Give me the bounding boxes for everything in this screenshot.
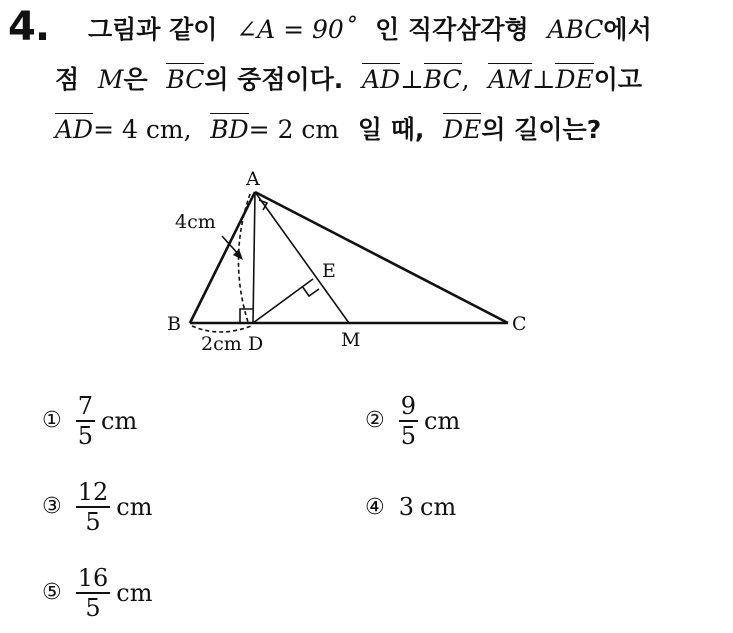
fraction-denominator: 5 (85, 593, 101, 622)
right-angle-a (259, 200, 267, 210)
segment-ad: AD (55, 115, 94, 144)
question-text: 이고 (593, 65, 643, 94)
option-3[interactable] (42, 478, 152, 536)
perpendicular-symbol: ⊥ (531, 65, 556, 94)
question-line-3 (55, 110, 601, 146)
option-fraction (399, 392, 418, 450)
option-fraction (76, 564, 111, 622)
point-label-m: M (341, 329, 361, 351)
option-unit: cm (116, 578, 153, 607)
length-bd: = 2 cm (248, 115, 340, 144)
segment-ad-line (253, 192, 255, 323)
question-text: 인 직각삼각형 (375, 15, 529, 44)
option-mark: ② (365, 408, 385, 434)
question-text: 의 길이는? (481, 115, 602, 144)
segment-de: DE (555, 65, 594, 94)
dimension-arc-bd (192, 326, 251, 332)
option-1[interactable] (42, 392, 137, 450)
option-5[interactable] (42, 564, 152, 622)
fraction-denominator: 5 (85, 507, 101, 536)
question-line-1 (88, 10, 652, 46)
right-angle-e (302, 286, 319, 296)
option-4[interactable] (365, 493, 456, 521)
point-m: M (97, 65, 124, 94)
fraction-denominator: 5 (77, 421, 94, 450)
question-text: 에서 (603, 15, 652, 44)
point-label-d: D (248, 333, 264, 355)
question-number: 4. (8, 4, 50, 50)
segment-bc: BC (166, 65, 205, 94)
option-mark: ④ (365, 494, 385, 520)
option-value: 3 (398, 493, 415, 521)
point-label-a: A (246, 168, 260, 190)
option-2[interactable] (365, 392, 460, 450)
segment-de: DE (443, 115, 482, 144)
length-label-ad: 4cm (175, 211, 216, 233)
angle-expression: ∠A = 90˚ (236, 15, 357, 44)
fraction-numerator: 16 (77, 564, 109, 592)
question-text: 그림과 같이 (88, 15, 218, 44)
side-ac (255, 192, 508, 323)
perpendicular-symbol: ⊥ (400, 65, 424, 94)
length-label-bd: 2cm (201, 333, 242, 355)
triangle-figure (160, 160, 540, 360)
option-mark: ③ (42, 494, 62, 520)
fraction-numerator: 7 (77, 392, 94, 420)
option-fraction (76, 392, 95, 450)
question-text: 의 중점이다. (204, 65, 344, 94)
option-mark: ① (42, 408, 62, 434)
segment-am-line (255, 192, 349, 323)
comma: , (461, 65, 470, 94)
question-line-2 (55, 60, 642, 96)
segment-am: AM (488, 65, 532, 94)
option-unit: cm (116, 492, 153, 521)
segment-ad: AD (362, 65, 401, 94)
comma: , (183, 115, 192, 144)
segment-bd: BD (210, 115, 249, 144)
option-unit: cm (424, 406, 461, 435)
fraction-denominator: 5 (400, 421, 417, 450)
option-unit: cm (420, 493, 457, 521)
point-label-c: C (512, 313, 527, 335)
point-label-e: E (322, 260, 336, 282)
option-unit: cm (101, 406, 138, 435)
length-ad: = 4 cm (93, 115, 184, 144)
question-text: 일 때, (357, 115, 425, 144)
option-mark: ⑤ (42, 580, 62, 606)
question-text: 은 (123, 65, 148, 94)
option-fraction (76, 478, 111, 536)
segment-bc: BC (423, 65, 462, 94)
fraction-numerator: 9 (400, 392, 417, 420)
point-label-b: B (167, 313, 181, 335)
fraction-numerator: 12 (77, 478, 109, 506)
triangle-name: ABC (547, 15, 604, 44)
question-text: 점 (55, 65, 80, 94)
segment-de-line (253, 279, 313, 323)
